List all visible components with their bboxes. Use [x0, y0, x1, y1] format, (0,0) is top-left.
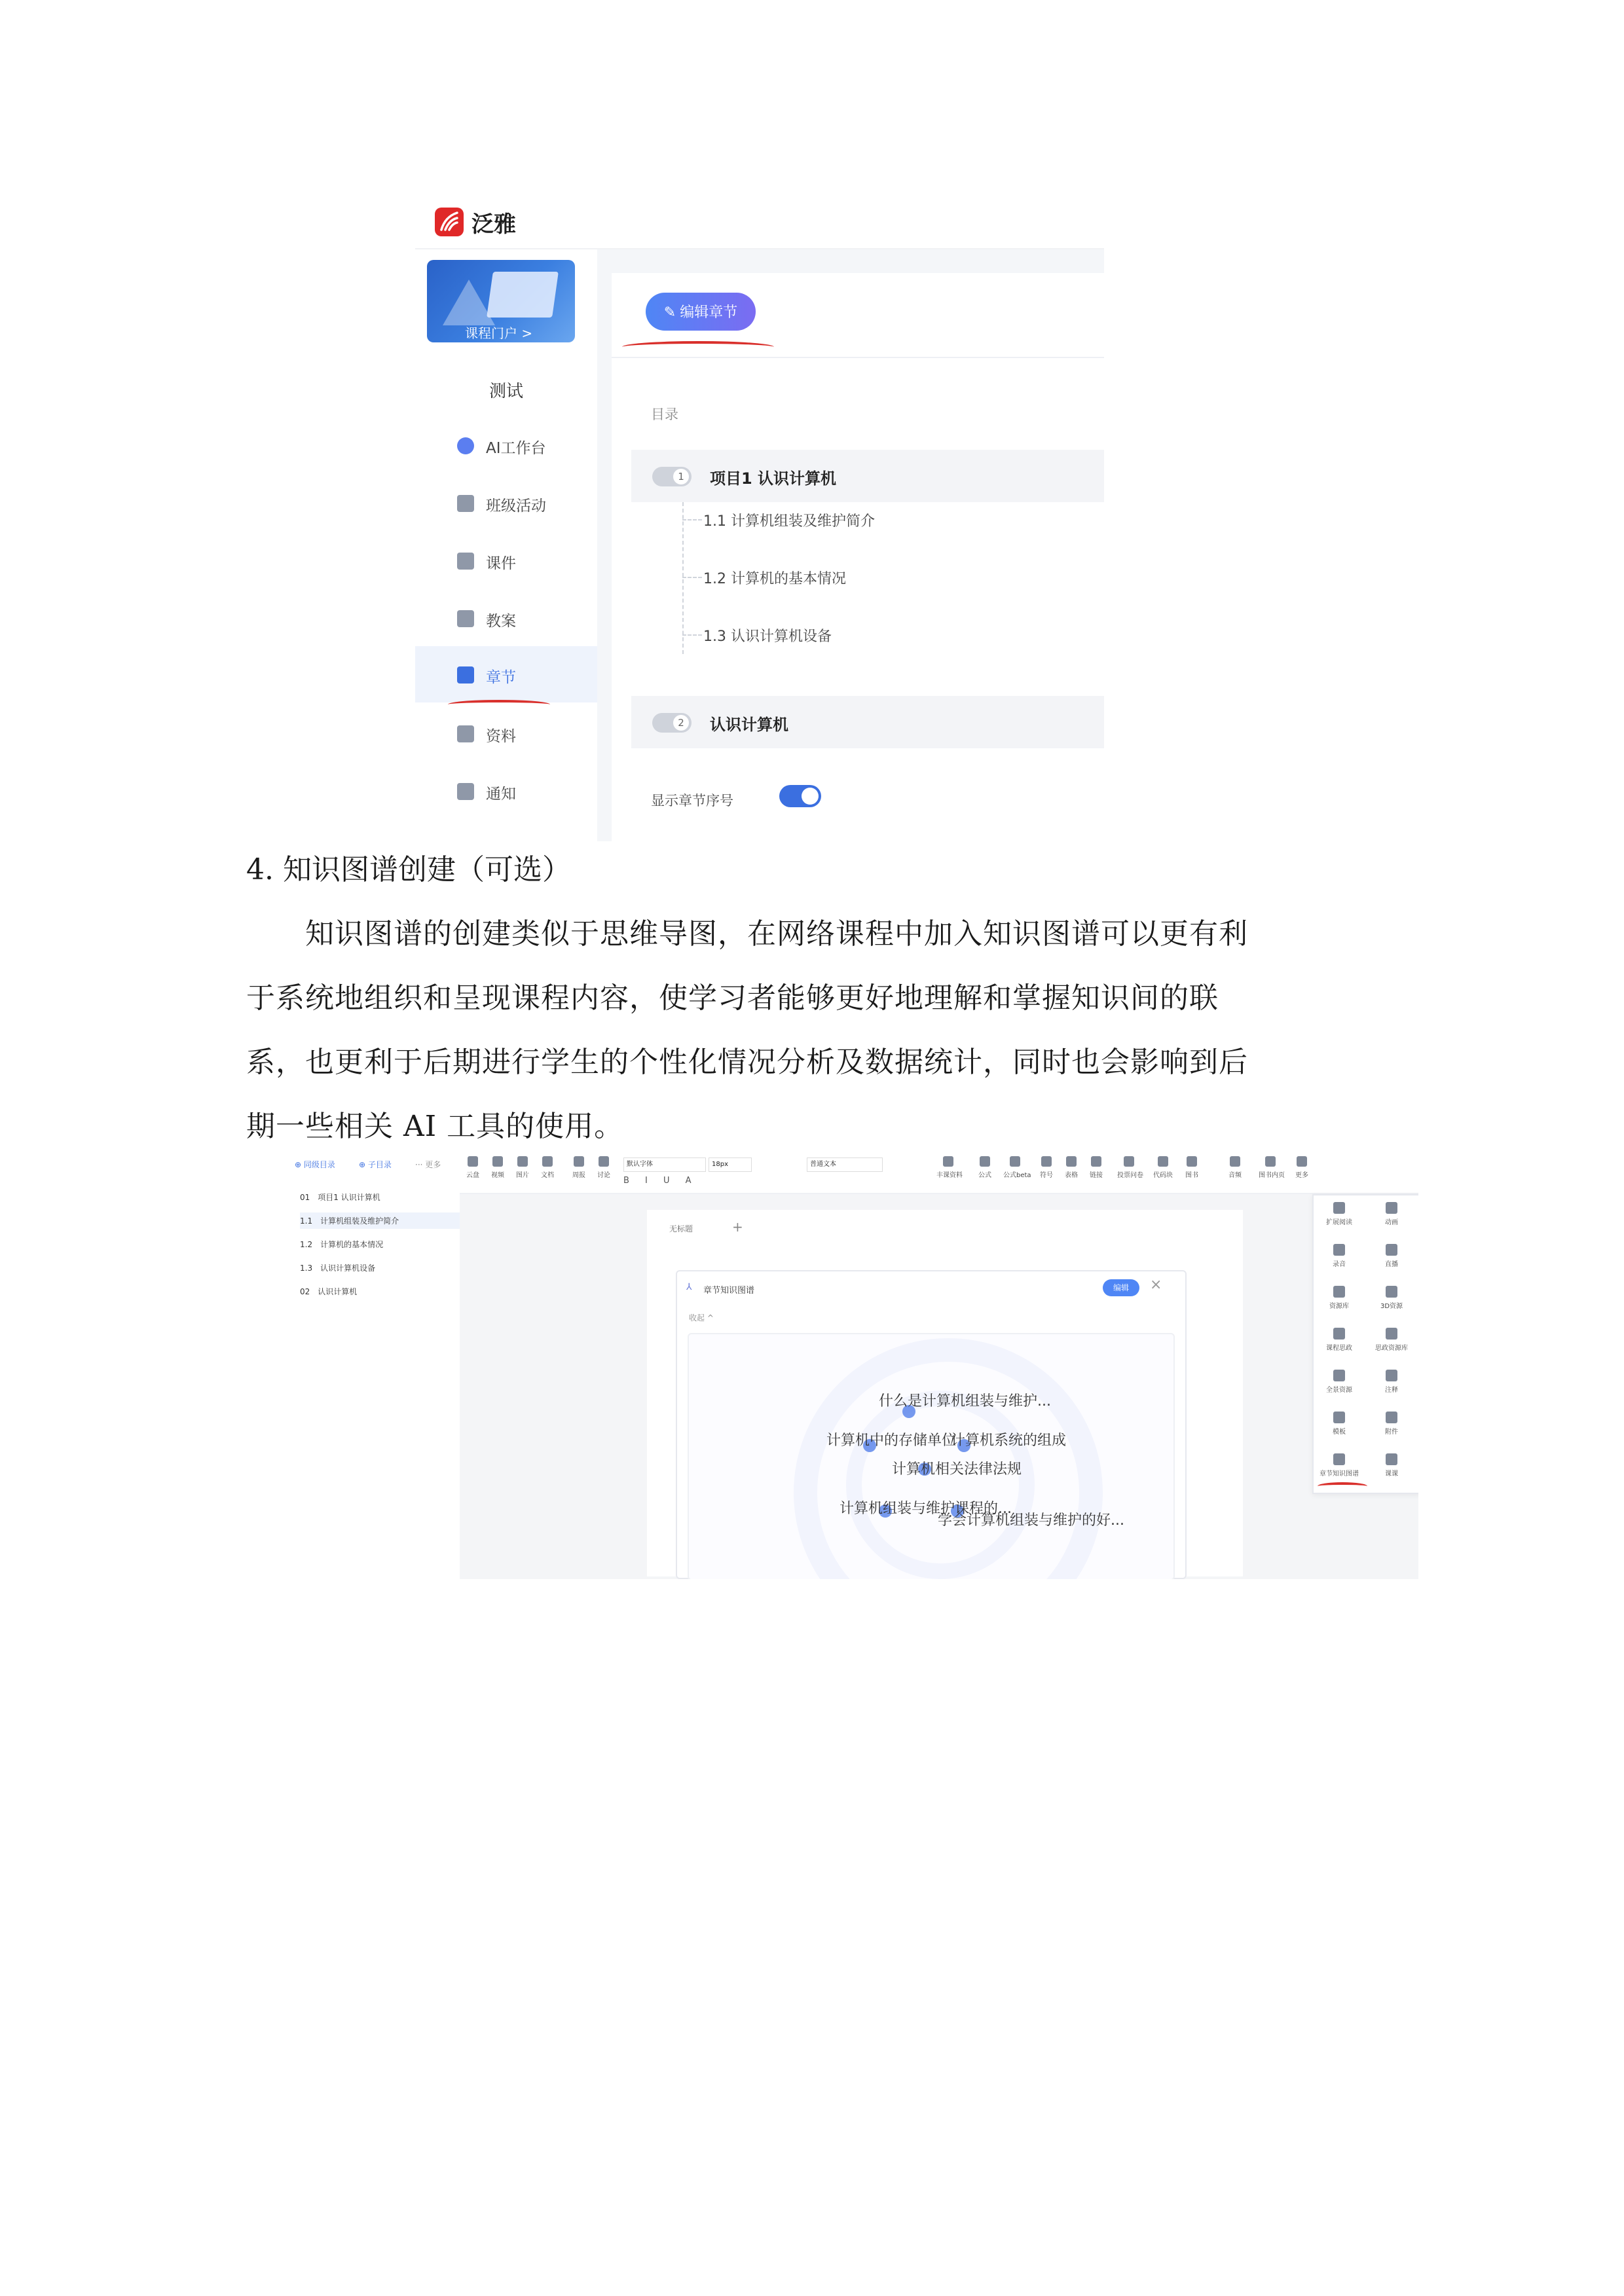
section-heading: 4. 知识图谱创建（可选） [246, 853, 571, 886]
link-icon [1091, 1156, 1101, 1167]
toolbar-label: 周报 [572, 1172, 585, 1179]
panel-label: 章节知识图谱 [1320, 1470, 1359, 1478]
toolbar-audio[interactable] [1223, 1156, 1247, 1179]
paragraph-line: 期一些相关 AI 工具的使用。 [246, 1110, 624, 1143]
toolbar-book[interactable] [1180, 1156, 1204, 1179]
panel-annotation[interactable] [1369, 1370, 1414, 1394]
comment-icon [1386, 1370, 1397, 1381]
graph-icon [1333, 1453, 1345, 1465]
more-icon [1297, 1156, 1307, 1167]
chapter-tree-panel [291, 1152, 461, 1579]
speaker-icon [457, 783, 474, 800]
toolbar-video[interactable] [486, 1156, 509, 1179]
chat-icon [599, 1156, 609, 1167]
edit-chapter-label: 编辑章节 [680, 304, 738, 320]
editor-page [647, 1210, 1243, 1576]
tree-line [682, 502, 684, 654]
sidebar-item-class-activity[interactable] [415, 475, 597, 531]
toolbar-formula-beta[interactable] [1003, 1156, 1031, 1179]
panel-label: 全景资源 [1326, 1387, 1352, 1394]
panel-label: 附件 [1385, 1429, 1398, 1436]
toolbar-label: 音频 [1228, 1172, 1242, 1179]
chapter-editor-screenshot [291, 1152, 1418, 1579]
toolbar-label: 公式beta [1003, 1172, 1031, 1179]
course-name: 测试 [489, 382, 523, 401]
picture-icon [1386, 1328, 1397, 1339]
sidebar-item-notice[interactable] [415, 763, 597, 819]
knowledge-graph-dialog [676, 1270, 1187, 1579]
font-select[interactable]: 默认字体 [623, 1157, 706, 1172]
toolbar-label: 表格 [1065, 1172, 1078, 1179]
library-icon [1333, 1286, 1345, 1298]
cloud-icon [468, 1156, 478, 1167]
more-link[interactable]: ··· 更多 [415, 1160, 441, 1169]
omega-icon [1041, 1156, 1052, 1167]
toolbar-more[interactable] [1290, 1156, 1314, 1179]
report-icon [574, 1156, 584, 1167]
toolbar-link[interactable] [1084, 1156, 1108, 1179]
toolbar-label: 云盘 [466, 1172, 479, 1179]
paragraph-line: 于系统地组织和呈现课程内容，使学习者能够更好地理解和掌握知识间的联 [246, 981, 1219, 1015]
chapter-toggle[interactable] [652, 713, 692, 733]
panel-lesson[interactable] [1369, 1453, 1414, 1478]
panel-label: 扩展阅读 [1326, 1219, 1352, 1226]
show-chapter-number-label: 显示章节序号 [651, 793, 733, 809]
panel-label: 课课 [1385, 1470, 1398, 1478]
toolbar-book-page[interactable] [1259, 1156, 1285, 1179]
cube-icon [1386, 1286, 1397, 1298]
toolbar-label: 公式 [978, 1172, 991, 1179]
panel-label: 3D资源 [1380, 1303, 1403, 1310]
toolbar-image[interactable] [511, 1156, 534, 1179]
panel-label: 录音 [1333, 1261, 1346, 1268]
toc-label: 目录 [651, 407, 678, 422]
microphone-icon [1333, 1244, 1345, 1256]
toolbar-label: 讨论 [597, 1172, 610, 1179]
sidebar-item-label: 章节 [486, 669, 516, 686]
show-chapter-number-toggle[interactable] [779, 785, 821, 807]
lesson-icon [1386, 1453, 1397, 1465]
divider [612, 357, 1104, 358]
materials-icon [943, 1156, 953, 1167]
tree-item[interactable]: 1.3 认识计算机设备 [300, 1264, 376, 1273]
ppt-icon [457, 553, 474, 570]
animation-icon [1386, 1202, 1397, 1214]
editor-toolbar [460, 1152, 1418, 1194]
sidebar-item-label: 资料 [486, 728, 516, 745]
vote-icon [1124, 1156, 1134, 1167]
music-icon [1230, 1156, 1240, 1167]
edit-icon: ✎ [663, 304, 680, 320]
panel-3d-resource[interactable] [1369, 1286, 1414, 1310]
sidebar-item-ai-workbench[interactable] [415, 417, 597, 473]
tab-title[interactable]: 无标题 [669, 1224, 693, 1233]
toolbar-label: 符号 [1040, 1172, 1053, 1179]
sidebar-item-lesson-plan[interactable] [415, 590, 597, 646]
ai-icon [457, 437, 474, 454]
course-sidebar [415, 249, 599, 841]
graph-node-label[interactable]: 什么是计算机组装与维护... [879, 1393, 1051, 1410]
course-portal-link[interactable]: 课程门户 > [465, 325, 533, 341]
dialog-edit-button[interactable]: 编辑 [1103, 1279, 1139, 1296]
sidebar-item-label: 班级活动 [486, 498, 546, 515]
tree-item[interactable]: 1.1 计算机组装及维护简介 [300, 1212, 460, 1229]
chapter-panel [612, 273, 1104, 841]
chapter-title: 项目1 认识计算机 [710, 469, 837, 488]
dialog-title: 章节知识图谱 [703, 1286, 755, 1296]
book-icon [1187, 1156, 1197, 1167]
paragraph-line: 系，也更利于后期进行学生的个性化情况分析及数据统计，同时也会影响到后 [246, 1046, 1248, 1079]
panel-label: 资源库 [1329, 1303, 1349, 1310]
add-child-link[interactable]: ⊕ 子目录 [359, 1160, 392, 1169]
panel-chapter-knowledge-graph[interactable] [1316, 1453, 1362, 1478]
size-select[interactable]: 18px [709, 1157, 752, 1172]
toolbar-formula[interactable] [973, 1156, 997, 1179]
chapter-title: 认识计算机 [710, 716, 788, 734]
extension-panel [1312, 1194, 1418, 1494]
sidebar-item-chapter[interactable] [415, 646, 597, 702]
tree-item[interactable]: 02 认识计算机 [300, 1287, 358, 1296]
panel-label: 模板 [1333, 1429, 1346, 1436]
toolbar-cloud[interactable] [461, 1156, 485, 1179]
graph-icon: ⅄ [686, 1282, 692, 1292]
tree-item[interactable]: 01 项目1 认识计算机 [300, 1193, 380, 1202]
tree-branch [682, 577, 702, 578]
tree-branch [682, 634, 702, 636]
panorama-icon [1333, 1370, 1345, 1381]
add-tab-icon[interactable]: + [732, 1219, 743, 1235]
toolbar-table[interactable] [1060, 1156, 1083, 1179]
editor-canvas [460, 1194, 1418, 1579]
collapse-toggle[interactable]: 收起 ^ [689, 1313, 714, 1322]
chapter-row[interactable] [631, 450, 1104, 502]
chapter-number: 2 [673, 715, 689, 731]
panel-live[interactable] [1369, 1244, 1414, 1268]
graph-node-label[interactable]: 计算机中的存储单位 [826, 1432, 957, 1449]
template-icon [1333, 1412, 1345, 1423]
graph-node-label[interactable]: 计算机系统的组成 [951, 1432, 1067, 1449]
video-icon [492, 1156, 503, 1167]
book-page-icon [1265, 1156, 1276, 1167]
sidebar-item-label: 教案 [486, 613, 516, 630]
panel-label: 直播 [1385, 1261, 1398, 1268]
image-icon [517, 1156, 528, 1167]
pi-icon [1010, 1156, 1020, 1167]
chapter-number: 1 [673, 469, 689, 484]
toolbar-weekly[interactable] [567, 1156, 591, 1179]
document-icon [542, 1156, 553, 1167]
panel-resource-library[interactable] [1316, 1286, 1362, 1310]
panel-label: 思政资源库 [1375, 1345, 1408, 1352]
graph-node-label[interactable]: 计算机组装与维护课程的... [840, 1501, 1012, 1517]
folder-icon [457, 725, 474, 742]
toolbar-doc[interactable] [536, 1156, 559, 1179]
panel-panorama[interactable] [1316, 1370, 1362, 1394]
style-select[interactable]: 普通文本 [807, 1157, 883, 1172]
chapter-row[interactable] [631, 696, 1104, 748]
toolbar-code[interactable] [1151, 1156, 1175, 1179]
panel-label: 动画 [1385, 1219, 1398, 1226]
tree-item[interactable]: 1.2 计算机的基本情况 [300, 1240, 384, 1249]
graph-node-label[interactable]: 学会计算机组装与维护的好... [938, 1512, 1124, 1529]
toolbar-label: 投票问卷 [1117, 1172, 1143, 1179]
chaoxing-chapter-screenshot [415, 193, 1104, 841]
toolbar-label: 视频 [491, 1172, 504, 1179]
toolbar-label: 图书 [1185, 1172, 1198, 1179]
course-cover[interactable] [427, 260, 575, 342]
sidebar-item-label: 课件 [486, 555, 516, 572]
table-icon [1066, 1156, 1077, 1167]
panel-extended-reading[interactable] [1316, 1202, 1362, 1226]
paperclip-icon [1386, 1412, 1397, 1423]
toolbar-label: 丰课资料 [936, 1172, 963, 1179]
toolbar-materials[interactable] [936, 1156, 963, 1179]
section-item[interactable]: 1.1 计算机组装及维护简介 [703, 513, 875, 530]
knowledge-graph-canvas[interactable] [688, 1333, 1175, 1579]
panel-label: 课程思政 [1326, 1345, 1352, 1352]
top-bar [415, 193, 1104, 249]
panel-animation[interactable] [1369, 1202, 1414, 1226]
toolbar-label: 图片 [516, 1172, 529, 1179]
toolbar-discuss[interactable] [592, 1156, 616, 1179]
toolbar-label: 图书内页 [1259, 1172, 1285, 1179]
panel-attachment[interactable] [1369, 1412, 1414, 1436]
fanya-logo-icon [435, 208, 464, 236]
sidebar-item-label: AI工作台 [486, 440, 546, 457]
doc-icon [457, 610, 474, 627]
list-icon [457, 666, 474, 683]
panel-label: 注释 [1385, 1387, 1398, 1394]
sidebar-item-materials[interactable] [415, 705, 597, 761]
tree-branch [682, 519, 702, 520]
formula-icon [980, 1156, 990, 1167]
graph-node-label[interactable]: 计算机相关法律法规 [892, 1461, 1022, 1478]
code-icon [1158, 1156, 1168, 1167]
sidebar-item-courseware[interactable] [415, 532, 597, 589]
section-item[interactable]: 1.2 计算机的基本情况 [703, 571, 846, 587]
logo-text: 泛雅 [471, 211, 516, 238]
red-underline-annotation [1318, 1482, 1367, 1490]
panel-recording[interactable] [1316, 1244, 1362, 1268]
format-buttons[interactable]: B I U A [623, 1176, 698, 1186]
add-sibling-link[interactable]: ⊕ 同级目录 [295, 1160, 335, 1169]
toolbar-label: 更多 [1295, 1172, 1308, 1179]
toolbar-label: 链接 [1090, 1172, 1103, 1179]
reading-icon [1333, 1202, 1345, 1214]
live-icon [1386, 1244, 1397, 1256]
edit-chapter-button[interactable] [646, 293, 756, 331]
panel-template[interactable] [1316, 1412, 1362, 1436]
plant-icon [1333, 1328, 1345, 1339]
toolbar-symbol[interactable] [1035, 1156, 1058, 1179]
chapter-toggle[interactable] [652, 467, 692, 486]
red-underline-annotation [448, 700, 550, 709]
close-icon[interactable]: × [1150, 1277, 1162, 1293]
toolbar-label: 文档 [541, 1172, 554, 1179]
panel-ideology-library[interactable] [1369, 1328, 1414, 1352]
paragraph-line: 知识图谱的创建类似于思维导图，在网络课程中加入知识图谱可以更有利 [246, 917, 1248, 951]
red-underline-annotation [622, 341, 774, 353]
section-item[interactable]: 1.3 认识计算机设备 [703, 629, 832, 645]
panel-ideology[interactable] [1316, 1328, 1362, 1352]
toolbar-vote[interactable] [1117, 1156, 1141, 1179]
grid-icon [457, 495, 474, 512]
toolbar-label: 代码块 [1153, 1172, 1173, 1179]
sidebar-item-label: 通知 [486, 786, 516, 803]
